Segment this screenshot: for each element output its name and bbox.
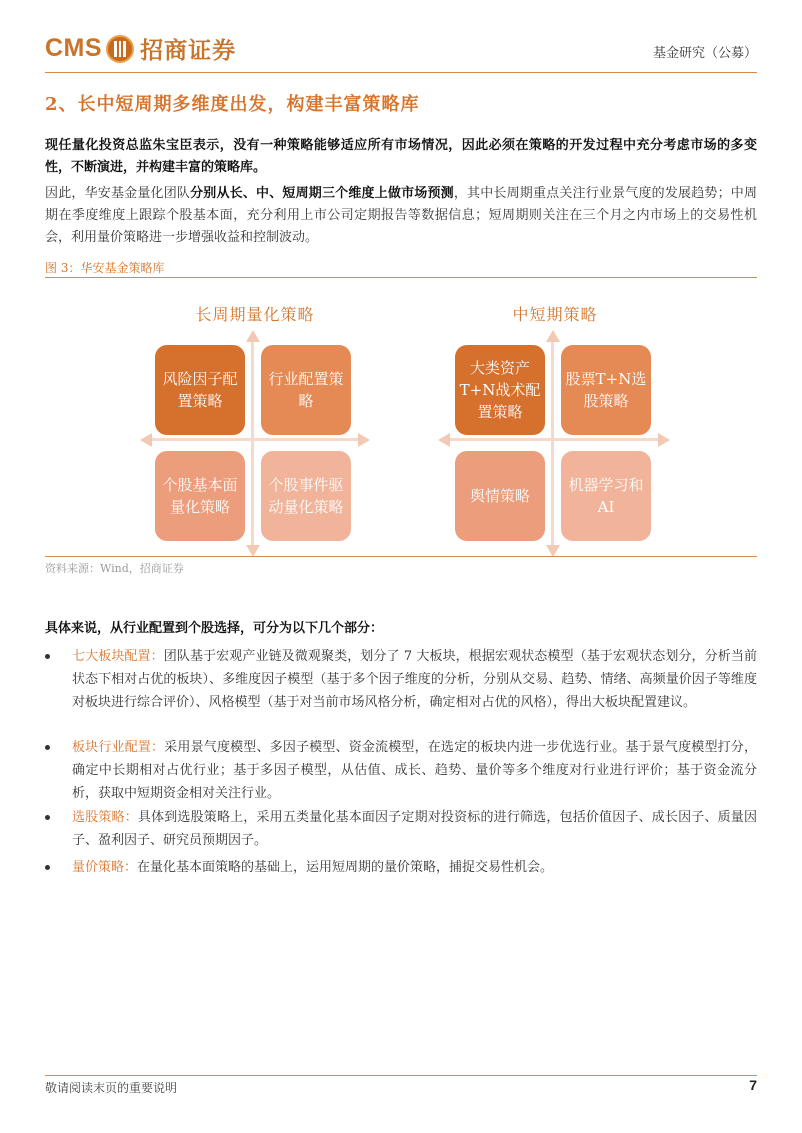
header-divider — [45, 72, 757, 73]
box-stock-fundamental-quant: 个股基本面量化策略 — [155, 451, 245, 541]
details-intro: 具体来说，从行业配置到个股选择，可分为以下几个部分： — [45, 621, 384, 636]
box-industry-allocation: 行业配置策略 — [261, 345, 351, 435]
bullet-icon — [45, 865, 50, 870]
right-axis-arrow-up-icon — [546, 330, 560, 342]
figure-caption: 图 3：华安基金策略库 — [45, 261, 165, 275]
left-axis-arrow-up-icon — [246, 330, 260, 342]
bullet-text: 具体到选股策略上，采用五类量化基本面因子定期对投资标的进行筛选，包括价值因子、成长因子、质量因子、盈利因子、研究员预期因子。 — [72, 810, 757, 848]
bullet-icon — [45, 745, 50, 750]
logo-chinese: 招商证券 — [140, 37, 237, 64]
bullet-label: 量价策略： — [72, 860, 138, 875]
box-machine-learning-ai: 机器学习和AI — [561, 451, 651, 541]
right-horizontal-axis — [448, 438, 660, 441]
para2-start: 因此，华安基金量化团队 — [45, 186, 191, 201]
list-item — [45, 736, 757, 805]
left-horizontal-axis — [150, 438, 360, 441]
bullet-icon — [45, 654, 50, 659]
list-item — [45, 856, 757, 879]
footer-divider — [45, 1075, 757, 1076]
page-number: 7 — [749, 1077, 757, 1093]
right-vertical-axis — [551, 340, 554, 550]
intro-paragraph-bold: 现任量化投资总监朱宝臣表示，没有一种策略能够适应所有市场情况，因此必须在策略的开发过程中充分考虑市场的多变性，不断演进，并构建丰富的策略库。 — [45, 138, 757, 175]
bullet-text: 团队基于宏观产业链及微观聚类，划分了 7 大板块，根据宏观状态模型（基于宏观状态划分，分析当前状态下相对占优的板块）、多维度因子模型（基于多个因子维度的分析，分别从交易、趋势、情绪、高频量价因子等维度对板块进行综合评价）、风格模型（基于对当前市场风格分析，确定相对占优的风格），得出大板块配置建议。 — [72, 649, 757, 710]
bullet-label: 选股策略： — [72, 810, 138, 825]
bullet-icon — [45, 815, 50, 820]
section-title: 2、长中短周期多维度出发，构建丰富策略库 — [45, 94, 420, 115]
intro-paragraph — [45, 183, 757, 249]
logo-latin: CMS — [45, 34, 103, 62]
short-cycle-title: 中短期策略 — [512, 305, 598, 324]
box-stock-event-driven: 个股事件驱动量化策略 — [261, 451, 351, 541]
company-logo — [45, 32, 236, 65]
figure-top-rule — [45, 277, 757, 278]
right-axis-arrow-left-icon — [438, 433, 450, 447]
bullet-label: 板块行业配置： — [72, 740, 165, 755]
bullet-text: 在量化基本面策略的基础上，运用短周期的量价策略，捕捉交易性机会。 — [137, 860, 554, 875]
bullet-label: 七大板块配置： — [72, 649, 164, 664]
box-risk-factor-allocation: 风险因子配置策略 — [155, 345, 245, 435]
footer-note: 敬请阅读末页的重要说明 — [45, 1081, 178, 1095]
right-axis-arrow-right-icon — [658, 433, 670, 447]
box-asset-allocation-tactical: 大类资产T+N战术配置策略 — [455, 345, 545, 435]
figure-source: 资料来源：Wind，招商证券 — [45, 562, 184, 575]
list-item — [45, 806, 757, 852]
left-vertical-axis — [251, 340, 254, 550]
figure-bottom-rule — [45, 556, 757, 557]
logo-badge-icon — [106, 35, 134, 63]
left-axis-arrow-left-icon — [140, 433, 152, 447]
page-header — [45, 28, 757, 72]
box-stock-selection-tn: 股票T+N选股策略 — [561, 345, 651, 435]
para2-end: ，其中长周期重点关注行业景气度的发展趋势；中周期在季度维度上跟踪个股基本面，充分利用上市公司定期报告等数据信息；短周期则关注在三个月之内市场上的交易性机会，利用量价策略进一步增强收益和控制波动。 — [45, 186, 757, 245]
report-category: 基金研究（公募） — [652, 46, 757, 61]
long-cycle-title: 长周期量化策略 — [195, 305, 315, 324]
list-item — [45, 645, 757, 714]
bullet-text: 采用景气度模型、多因子模型、资金流模型，在选定的板块内进一步优选行业。基于景气度模型打分，确定中长期相对占优行业；基于多因子模型，从估值、成长、趋势、量价等多个维度对行业进行评价；基于资金流分析，获取中短期资金相对关注行业。 — [72, 740, 757, 801]
box-sentiment-strategy: 舆情策略 — [455, 451, 545, 541]
left-axis-arrow-right-icon — [358, 433, 370, 447]
para2-emphasis: 分别从长、中、短周期三个维度上做市场预测 — [190, 186, 454, 201]
